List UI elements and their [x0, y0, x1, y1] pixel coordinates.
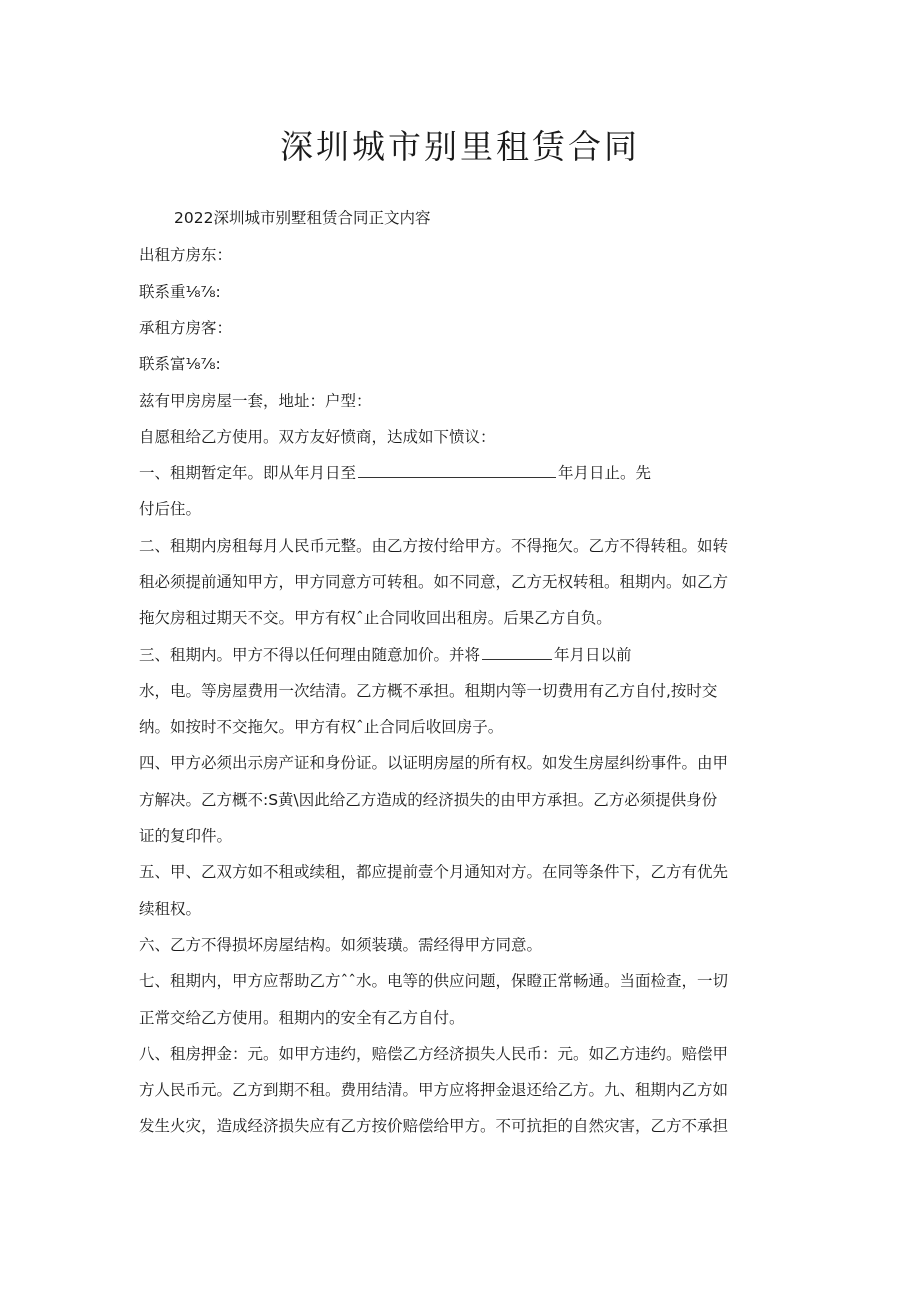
- clause-4-line-3: 证的复印件。: [139, 827, 233, 845]
- clause-8-line-1: 八、租房押金：元。如甲方违约，赔偿乙方经济损失人民币：元。如乙方违约。赔偿甲: [139, 1045, 729, 1063]
- document-subtitle: 2022深圳城市别墅租赁合同正文内容: [174, 209, 431, 227]
- clause-3-line: [139, 643, 789, 667]
- clause-1-continued: 付后住。: [139, 500, 202, 518]
- clause-2-line-3: 拖欠房租过期天不交。甲方有权ˆ止合同收回出租房。后果乙方自负。: [139, 609, 612, 627]
- document-title: 深圳城市别里租赁合同: [280, 127, 640, 166]
- date-blank: [358, 461, 556, 478]
- clause-1-text-b: 年月日止。先: [558, 464, 652, 482]
- clause-8-line-3: 发生火灾，造成经济损失应有乙方按价赔偿给甲方。不可抗拒的自然灾害，乙方不承担: [139, 1117, 729, 1135]
- date-blank: [482, 643, 552, 660]
- clause-2-line-2: 租必须提前通知甲方，甲方同意方可转租。如不同意，乙方无权转租。租期内。如乙方: [139, 573, 729, 591]
- clause-2-line-1: 二、租期内房租每月人民币元整。由乙方按付给甲方。不得拖欠。乙方不得转租。如转: [139, 537, 729, 555]
- clause-7-line-2: 正常交给乙方使用。租期内的安全有乙方自付。: [139, 1009, 465, 1027]
- clause-1-line: [139, 461, 789, 485]
- landlord-contact-line: 联系重⅛⅞:: [139, 283, 221, 301]
- clause-5-line-2: 续租权。: [139, 900, 202, 918]
- clause-1-text-a: 一、租期暂定年。即从年月日至: [139, 464, 357, 482]
- clause-3-line-3: 纳。如按时不交拖欠。甲方有权ˆ止合同后收回房子。: [139, 718, 504, 736]
- clause-3-text-a: 三、租期内。甲方不得以任何理由随意加价。并将: [139, 646, 481, 664]
- clause-3-text-b: 年月日以前: [554, 646, 632, 664]
- clause-6-line-1: 六、乙方不得损坏房屋结构。如须装璜。需经得甲方同意。: [139, 936, 543, 954]
- tenant-contact-line: 联系富⅛⅞:: [139, 355, 221, 373]
- clause-4-line-2: 方解决。乙方概不:S黄\因此给乙方造成的经济损失的由甲方承担。乙方必须提供身份: [139, 791, 718, 809]
- clause-7-line-1: 七、租期内，甲方应帮助乙方ˆˆ水。电等的供应问题，保瞪正常畅通。当面检查，一切: [139, 972, 729, 990]
- clause-4-line-1: 四、甲方必须出示房产证和身份证。以证明房屋的所有权。如发生房屋纠纷事件。由甲: [139, 754, 729, 772]
- agreement-intro-line: 自愿租给乙方使用。双方友好愤商，达成如下愤议：: [139, 428, 496, 446]
- clause-8-line-2: 方人民币元。乙方到期不租。费用结清。甲方应将押金退还给乙方。九、租期内乙方如: [139, 1081, 729, 1099]
- landlord-line: 出租方房东：: [139, 246, 233, 264]
- clause-5-line-1: 五、甲、乙双方如不租或续租，都应提前壹个月通知对方。在同等条件下，乙方有优先: [139, 863, 729, 881]
- property-line: 兹有甲房房屋一套，地址：户型：: [139, 392, 372, 410]
- tenant-line: 承租方房客：: [139, 319, 233, 337]
- clause-3-line-2: 水，电。等房屋费用一次结清。乙方概不承担。租期内等一切费用有乙方自付,按时交: [139, 682, 718, 700]
